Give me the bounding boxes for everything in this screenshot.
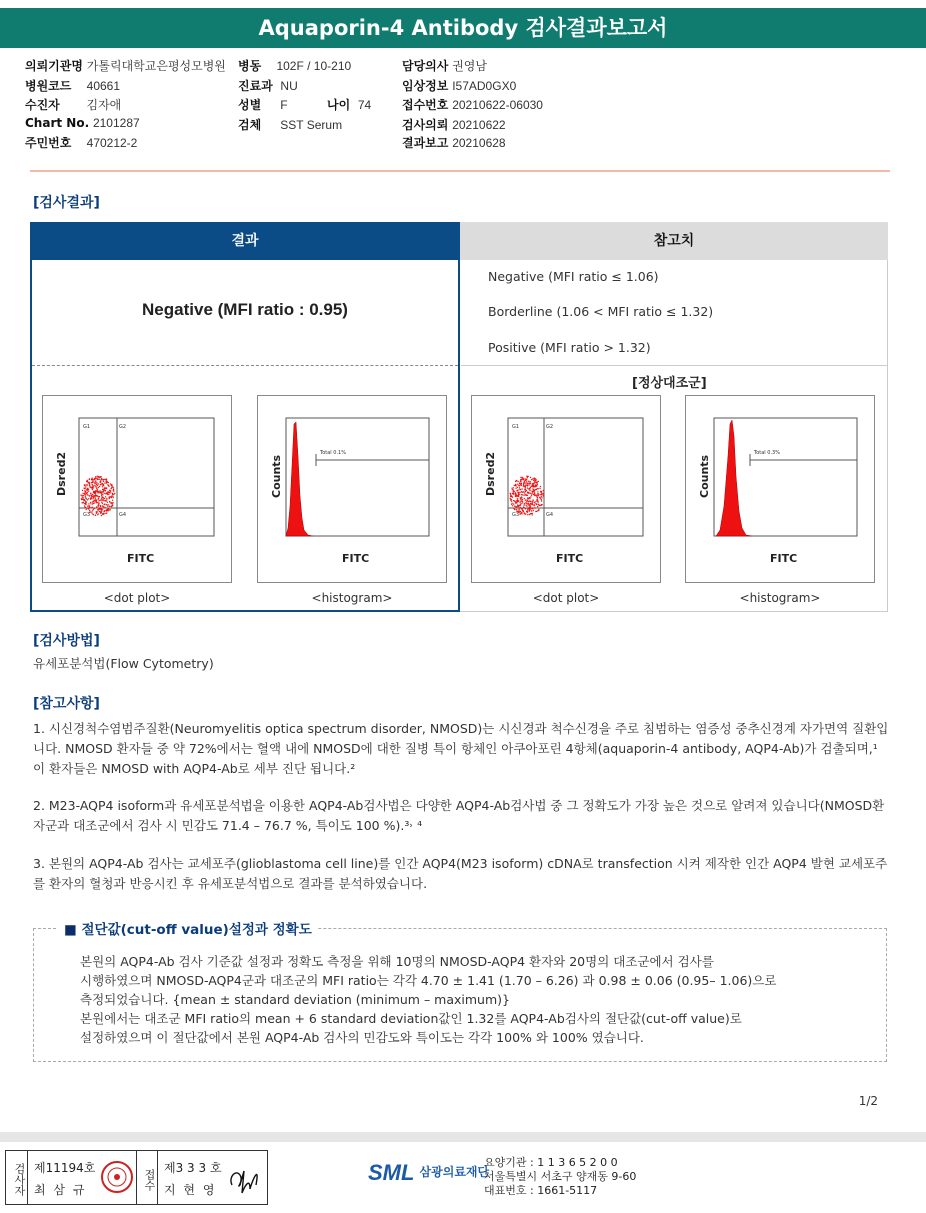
note-2: 2. M23-AQP4 isoform과 유세포분석법을 이용한 AQP4-Ab검사법은 다양한 AQP4-Ab검사법 중 그 정확도가 가장 높은 것으로 알려져 있습니다(NMOSD환자군과 대조군에서 검사 시 민감도 71.4 – 76.7 %, 특이도 100 %).³˒ ⁴ xyxy=(33,798,885,833)
result-divider xyxy=(32,365,458,366)
reference-header: 참고치 xyxy=(460,222,888,260)
result-value: Negative (MFI ratio : 0.95) xyxy=(142,300,348,319)
reviewer-license: 제3 3 3 호 xyxy=(164,1161,222,1175)
info-resident-no: 주민번호 470212-2 xyxy=(25,136,138,150)
result-header: 결과 xyxy=(30,222,460,260)
tester-license: 제11194호 xyxy=(34,1161,96,1175)
cutoff-text: 본원의 AQP4-Ab 검사 기준값 설정과 정확도 측정을 위해 10명의 NMOSD-AQP4 환자와 20명의 대조군에서 검사를 시행하였으며 NMOSD-AQP4군과 대조군의 MFI ratio는 각각 4.70 ± 1.41 (1.70 – 6.26) 과 0.98 ± 0.06 (0.95– 1.06)으로 측정되었습니다. {mean ± standard deviation (minimum – maximum)} 본원에서는 대조군 MFI ratio의 mean + 6 standard deviation값인 1.32를 AQP4-Ab검사의 절단값(cut-off value)로 설정하였으며 이 절단값에서 본원 AQP4-Ab 검사의 민감도와 특이도는 각각 100% 와 100% 였습니다. xyxy=(80,954,777,1045)
info-sex: 성별 F xyxy=(238,98,288,112)
info-report-date: 결과보고 20210628 xyxy=(402,136,506,150)
page-number: 1/2 xyxy=(858,1094,878,1108)
plot-ylabel: Dsred2 xyxy=(484,451,497,496)
note-1: 1. 시신경척수염범주질환(Neuromyelitis optica spectrum disorder, NMOSD)는 시신경과 척수신경을 주로 침범하는 염증성 중추신경계 자가면역 질환입니다. NMOSD 환자들 중 약 72%에서는 혈액 내에 NMOSD에 대한 질병 특이 항체인 아쿠아포린 4항체(aquaporin-4 antibody, AQP4-Ab)가 검출되며,¹ 이 환자들은 NMOSD with AQP4-Ab로 세부 진단 됩니다.² xyxy=(33,721,889,776)
svg-text:G1: G1 xyxy=(512,424,520,430)
reviewer-label: 접수 xyxy=(136,1151,158,1204)
square-bullet-icon: ■ xyxy=(64,922,77,938)
seal-stamp xyxy=(100,1157,134,1197)
reference-positive: Positive (MFI ratio > 1.32) xyxy=(488,340,651,355)
svg-text:G3: G3 xyxy=(83,512,91,518)
section-title-notes: [참고사항] xyxy=(33,696,100,712)
plot-caption: <histogram> xyxy=(739,591,821,605)
svg-text:G2: G2 xyxy=(546,424,554,430)
plot-caption: <dot plot> xyxy=(532,591,600,605)
section-title-method: [검사방법] xyxy=(33,633,100,649)
plot-xlabel: FITC xyxy=(770,552,798,565)
histogram-annotation: Total 0.3% xyxy=(754,450,780,456)
svg-text:G2: G2 xyxy=(119,424,127,430)
info-requesting-org: 의뢰기관명 가톨릭대학교은평성모병원 xyxy=(25,59,226,73)
control-label: [정상대조군] xyxy=(632,376,707,391)
method-text: 유세포분석법(Flow Cytometry) xyxy=(33,656,214,671)
plot-ylabel: Counts xyxy=(270,454,283,498)
plot-caption: <histogram> xyxy=(311,591,393,605)
info-hospital-code: 병원코드 40661 xyxy=(25,79,121,93)
reference-negative: Negative (MFI ratio ≤ 1.06) xyxy=(488,269,659,284)
plot-xlabel: FITC xyxy=(556,552,584,565)
svg-text:G1: G1 xyxy=(83,424,91,430)
info-physician: 담당의사 권영남 xyxy=(402,59,487,73)
plot-ylabel: Dsred2 xyxy=(55,451,68,496)
reviewer-name: 지 현 영 xyxy=(164,1183,217,1197)
info-age: 나이 74 xyxy=(327,98,372,112)
note-3: 3. 본원의 AQP4-Ab 검사는 교세포주(glioblastoma cell line)를 인간 AQP4(M23 isoform) cDNA로 transfection 시켜 제작한 인간 AQP4 발현 교세포주를 환자의 혈청과 반응시킨 후 유세포분석법으로 결과를 분석하였습니다. xyxy=(33,856,888,891)
patient-histogram xyxy=(257,395,447,583)
cutoff-title: ■ 절단값(cut-off value)설정과 정확도 xyxy=(58,918,318,938)
plot-xlabel: FITC xyxy=(342,552,370,565)
tester-name: 최 삼 규 xyxy=(34,1183,87,1197)
svg-text:G3: G3 xyxy=(512,512,520,518)
svg-text:G4: G4 xyxy=(546,512,554,518)
report-title: Aquaporin-4 Antibody 검사결과보고서 xyxy=(0,8,926,48)
info-department: 진료과 NU xyxy=(238,79,298,93)
plot-caption: <dot plot> xyxy=(103,591,171,605)
info-clinical-info: 임상정보 I57AD0GX0 xyxy=(402,79,517,93)
control-histogram xyxy=(685,395,875,583)
histogram-annotation: Total 0.1% xyxy=(320,450,346,456)
patient-dot-plot xyxy=(42,395,232,583)
info-ward: 병동 102F / 10-210 xyxy=(238,59,352,73)
org-address: 요양기관 : 1 1 3 6 5 2 0 0 서울특별시 서초구 양재동 9-60 대표번호 : 1661-5117 xyxy=(484,1156,637,1197)
info-request-date: 검사의뢰 20210622 xyxy=(402,118,506,132)
footer-bar xyxy=(0,1132,926,1142)
reference-borderline: Borderline (1.06 < MFI ratio ≤ 1.32) xyxy=(488,304,714,319)
signature-box xyxy=(5,1150,268,1205)
info-specimen: 검체 SST Serum xyxy=(238,118,343,132)
tester-label: 검사자 xyxy=(6,1151,28,1204)
info-chart-no: Chart No. 2101287 xyxy=(25,116,140,130)
plot-ylabel: Counts xyxy=(698,454,711,498)
section-title-result: [검사결과] xyxy=(33,195,100,211)
info-patient-name: 수진자 김자애 xyxy=(25,98,122,112)
plot-xlabel: FITC xyxy=(127,552,155,565)
reference-divider xyxy=(461,365,887,366)
info-receipt-no: 접수번호 20210622-06030 xyxy=(402,98,543,112)
svg-text:G4: G4 xyxy=(119,512,127,518)
header-divider xyxy=(30,170,890,172)
org-logo: SML $^{삼광의료재단}$ xyxy=(368,1160,490,1185)
signature-image xyxy=(226,1155,266,1203)
control-dot-plot xyxy=(471,395,661,583)
